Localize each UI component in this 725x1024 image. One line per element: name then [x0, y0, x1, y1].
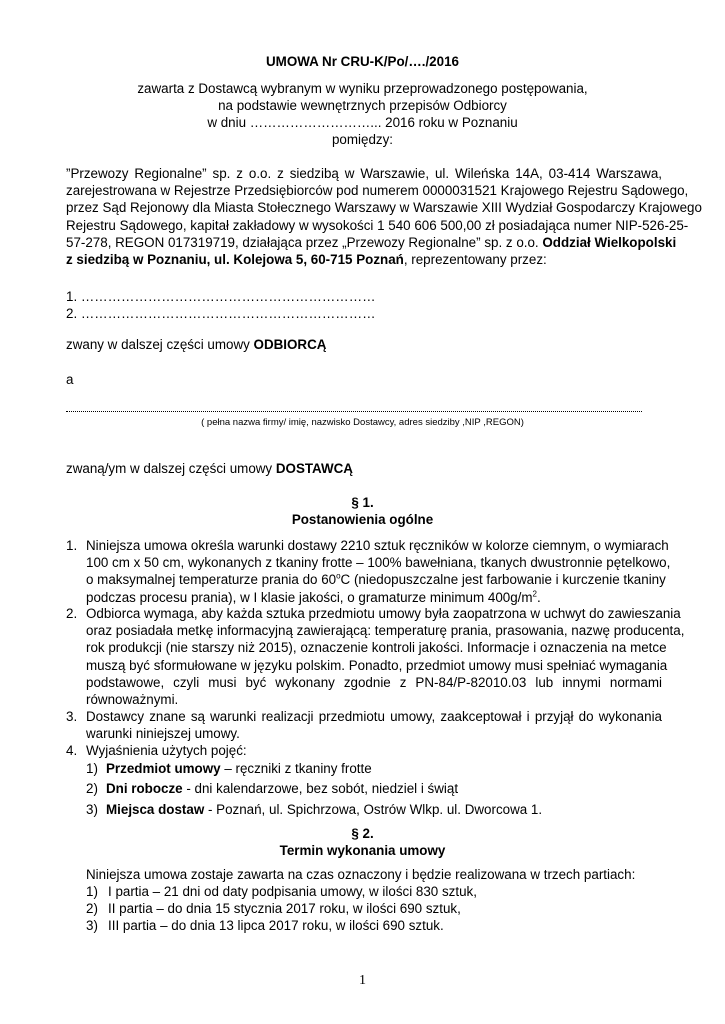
list-number: 1. [66, 538, 78, 553]
square-sup: 2 [532, 589, 537, 599]
odbiorca-paragraph [66, 165, 702, 268]
list-number: 3. [66, 709, 78, 724]
list-number: 2. [66, 606, 78, 621]
section-1-point-1 [86, 537, 671, 606]
definition-2 [106, 780, 458, 797]
point-2-line: rok produkcji (nie starszy niż 2015), oznaczenie kontroli jakości. Informacje i oznaczenia na metce [86, 640, 667, 656]
delivery-batch: I partia – 21 dni od daty podpisania umowy, w ilości 830 sztuk, [108, 884, 477, 899]
delivery-batch: II partia – do dnia 15 stycznia 2017 roku, w ilości 690 sztuk, [108, 901, 461, 916]
point-3-line: Dostawcy znane są warunki realizacji przedmiotu umowy, zaakceptował i przyjął do wykonania [86, 709, 662, 724]
point-1-line: 100 cm x 50 cm, wykonanych z tkaniny frotte – 100% bawełniana, tkanych dwustronnie pętelkowo, [86, 555, 671, 571]
point-2-line: Odbiorca wymaga, aby każda sztuka przedmiotu umowy była zaopatrzona w uchwyt do zawieszania [86, 606, 681, 621]
odbiorca-line: przez Sąd Rejonowy dla Miasta Stołecznego Warszawy w Warszawie XIII Wydział Gospodarczy Krajowego [66, 200, 702, 216]
odbiorca-line: ”Przewozy Regionalne” sp. z o.o. z siedzibą w Warszawie, ul. Wileńska 14A, 03-414 Warszawa, [66, 166, 662, 181]
odbiorca-line-6 [66, 251, 662, 268]
odbiorca-line: zarejestrowana w Rejestrze Przedsiębiorców pod numerem 0000031521 Krajowego Rejestru Sądowego, [66, 183, 689, 199]
section-1-title: Postanowienia ogólne [291, 512, 434, 527]
section-1-point-4: Wyjaśnienia użytych pojęć: [86, 743, 247, 758]
point-1-line-4-a: podczas procesu prania), w I klasie jakości, o gramaturze minimum 400g/m [86, 589, 533, 605]
intro-line-4: pomiędzy: [331, 132, 394, 147]
intro-line-1: zawarta z Dostawcą wybranym w wyniku przeprowadzonego postępowania, [137, 81, 588, 96]
degree-sup: o [336, 571, 341, 581]
definition-text: - Poznań, ul. Spichrzowa, Ostrów Wlkp. ul. Dworcowa 1. [204, 802, 543, 817]
odbiorca-branch-address: z siedzibą w Poznaniu, ul. Kolejowa 5, 60-715 Poznań [66, 252, 404, 268]
section-2-number: § 2. [351, 826, 374, 841]
point-2-line: muszą być sformułowane w języku polskim. Ponadto, przedmiot umowy musi spełniać wymagania [86, 657, 668, 673]
section-2-intro: Niniejsza umowa zostaje zawarta na czas oznaczony i będzie realizowana w trzech partiach: [86, 867, 636, 882]
sub-number: 3) [86, 918, 98, 933]
section-2-title: Termin wykonania umowy [279, 843, 446, 858]
point-1-line: Niniejsza umowa określa warunki dostawy 2210 sztuk ręczników w kolorze ciemnym, o wymiarach [86, 538, 669, 553]
point-1-line-4 [86, 589, 662, 606]
definition-1 [106, 760, 372, 777]
sub-number: 1) [86, 761, 98, 776]
definition-3 [106, 801, 542, 818]
odbiorca-branch-name: Oddział Wielkopolski [542, 234, 677, 250]
list-number: 4. [66, 743, 78, 758]
sub-number: 2) [86, 781, 98, 796]
point-2-line: równoważnymi. [86, 692, 179, 708]
dostawca-caption: ( pełna nazwa firmy/ imię, nazwisko Dostawcy, adres siedziby ,NIP ,REGON) [201, 417, 524, 428]
intro-line-3: w dniu ………………………... 2016 roku w Poznaniu [207, 115, 518, 130]
conjunction-a: a [66, 372, 74, 387]
point-2-line: oraz posiadała metkę informacyjną zawierającą: temperaturę prania, prasowania, nazwę producenta, [86, 623, 685, 639]
point-2-line: podstawowe, czyli musi być wykonany zgodnie z PN-84/P-82010.03 lub innymi normami [86, 674, 662, 690]
point-1-line-3 [86, 571, 666, 588]
point-1-line-3-a: o maksymalnej temperaturze prania do 60 [86, 572, 337, 588]
representative-1: 1. ………………………………………………………… [66, 289, 376, 304]
odbiorca-line-5-text: 57-278, REGON 017319719, działająca przez „Przewozy Regionalne” sp. z o.o. [66, 234, 543, 250]
delivery-batch: III partia – do dnia 13 lipca 2017 roku, w ilości 690 sztuk. [108, 918, 444, 933]
sub-number: 1) [86, 884, 98, 899]
definition-term: Dni robocze [106, 781, 183, 796]
section-1-point-3 [86, 708, 662, 742]
dostawca-named-text: zwaną/ym w dalszej części umowy [66, 461, 276, 476]
definition-text: – ręczniki z tkaniny frotte [220, 761, 372, 776]
point-1-line-4-b: . [537, 589, 541, 605]
dostawca-fill-line [66, 409, 642, 412]
definition-term: Miejsca dostaw [106, 802, 205, 817]
definition-term: Przedmiot umowy [106, 761, 221, 776]
sub-number: 3) [86, 802, 98, 817]
contract-title: UMOWA Nr CRU-K/Po/…./2016 [266, 54, 459, 69]
section-1-point-2 [86, 605, 685, 708]
odbiorca-line-5 [66, 234, 677, 251]
intro-line-2: na podstawie wewnętrznych przepisów Odbiorcy [218, 98, 507, 113]
odbiorca-label: ODBIORCĄ [253, 337, 327, 352]
page-number: 1 [359, 973, 366, 988]
odbiorca-named [66, 336, 326, 353]
point-1-line-3-b: C (niedopuszczalne jest farbowanie i kurczenie tkaniny [340, 572, 666, 588]
definition-text: - dni kalendarzowe, bez sobót, niedziel i świąt [182, 781, 459, 796]
dostawca-named [66, 460, 353, 477]
point-3-line: warunki niniejszej umowy. [86, 726, 240, 742]
dostawca-label: DOSTAWCĄ [275, 461, 353, 476]
sub-number: 2) [86, 901, 98, 916]
odbiorca-line-6-text: , reprezentowany przez: [403, 252, 547, 268]
odbiorca-named-text: zwany w dalszej części umowy [66, 337, 254, 352]
section-1-number: § 1. [351, 495, 374, 510]
representative-2: 2. ………………………………………………………… [66, 306, 376, 321]
odbiorca-line: Rejestru Sądowego, kapitał zakładowy w wysokości 1 540 606 500,00 zł posiadająca numer NIP-526-25- [66, 217, 689, 233]
